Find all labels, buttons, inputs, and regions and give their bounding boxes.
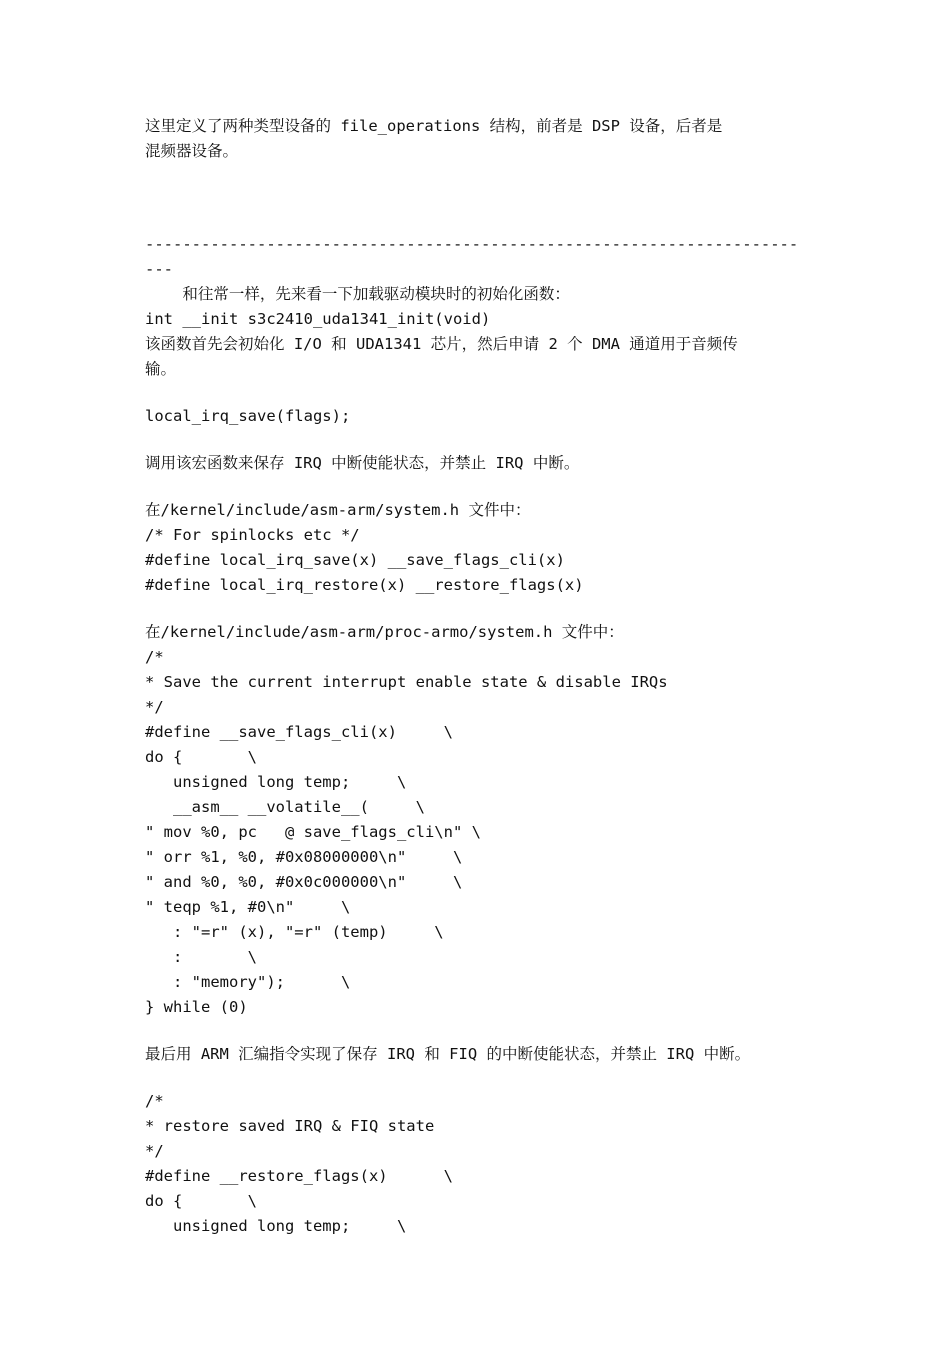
conclusion: 最后用 ARM 汇编指令实现了保存 IRQ 和 FIQ 的中断使能状态，并禁止 IRQ 中断。 [145, 1045, 751, 1063]
code-line: #define local_irq_restore(x) __restore_flags(x) [145, 576, 584, 594]
code-line: #define local_irq_save(x) __save_flags_cli(x) [145, 551, 565, 569]
code-line: : "=r" (x), "=r" (temp) \ [145, 923, 444, 941]
code-line: /* For spinlocks etc */ [145, 526, 360, 544]
code-line: unsigned long temp; \ [145, 773, 407, 791]
code-line: do { \ [145, 1192, 257, 1210]
code-line: /* [145, 648, 164, 666]
spacer [145, 429, 810, 451]
irq-save-call: local_irq_save(flags); [145, 407, 351, 425]
divider-line-2: --- [145, 260, 173, 278]
code-line: __asm__ __volatile__( \ [145, 798, 425, 816]
code-line: " orr %1, %0, #0x08000000\n" \ [145, 848, 463, 866]
code-line: * restore saved IRQ & FIQ state [145, 1117, 435, 1135]
spacer [145, 164, 810, 210]
divider-line-1: ---------------------------------------------------------------------- [145, 235, 799, 253]
init-desc-line-1: 该函数首先会初始化 I/O 和 UDA1341 芯片，然后申请 2 个 DMA 通道用于音频传 [145, 335, 738, 353]
code-line: */ [145, 698, 164, 716]
spacer [145, 476, 810, 498]
code-line: : "memory"); \ [145, 973, 351, 991]
init-signature: int __init s3c2410_uda1341_init(void) [145, 310, 491, 328]
spacer [145, 598, 810, 620]
code-line: */ [145, 1142, 164, 1160]
spacer [145, 1020, 810, 1042]
init-intro: 和往常一样，先来看一下加载驱动模块时的初始化函数： [145, 285, 570, 303]
code-line: } while (0) [145, 998, 248, 1016]
code-line: " mov %0, pc @ save_flags_cli\n" \ [145, 823, 481, 841]
system-h-heading: 在/kernel/include/asm-arm/system.h 文件中： [145, 501, 531, 519]
code-line: " and %0, %0, #0x0c000000\n" \ [145, 873, 463, 891]
intro-line-1: 这里定义了两种类型设备的 file_operations 结构，前者是 DSP 设备，后者是 [145, 117, 723, 135]
code-line: do { \ [145, 748, 257, 766]
code-line: : \ [145, 948, 257, 966]
spacer [145, 1067, 810, 1089]
code-line: #define __save_flags_cli(x) \ [145, 723, 453, 741]
irq-save-desc: 调用该宏函数来保存 IRQ 中断使能状态，并禁止 IRQ 中断。 [145, 454, 580, 472]
code-line: unsigned long temp; \ [145, 1217, 407, 1235]
code-line: * Save the current interrupt enable state & disable IRQs [145, 673, 668, 691]
code-line: /* [145, 1092, 164, 1110]
code-line: #define __restore_flags(x) \ [145, 1167, 453, 1185]
document-page [145, 114, 810, 1239]
init-desc-line-2: 输。 [145, 360, 177, 378]
spacer [145, 382, 810, 404]
spacer [145, 210, 810, 232]
proc-system-h-heading: 在/kernel/include/asm-arm/proc-armo/system.h 文件中： [145, 623, 624, 641]
code-line: " teqp %1, #0\n" \ [145, 898, 351, 916]
intro-line-2: 混频器设备。 [145, 142, 239, 160]
